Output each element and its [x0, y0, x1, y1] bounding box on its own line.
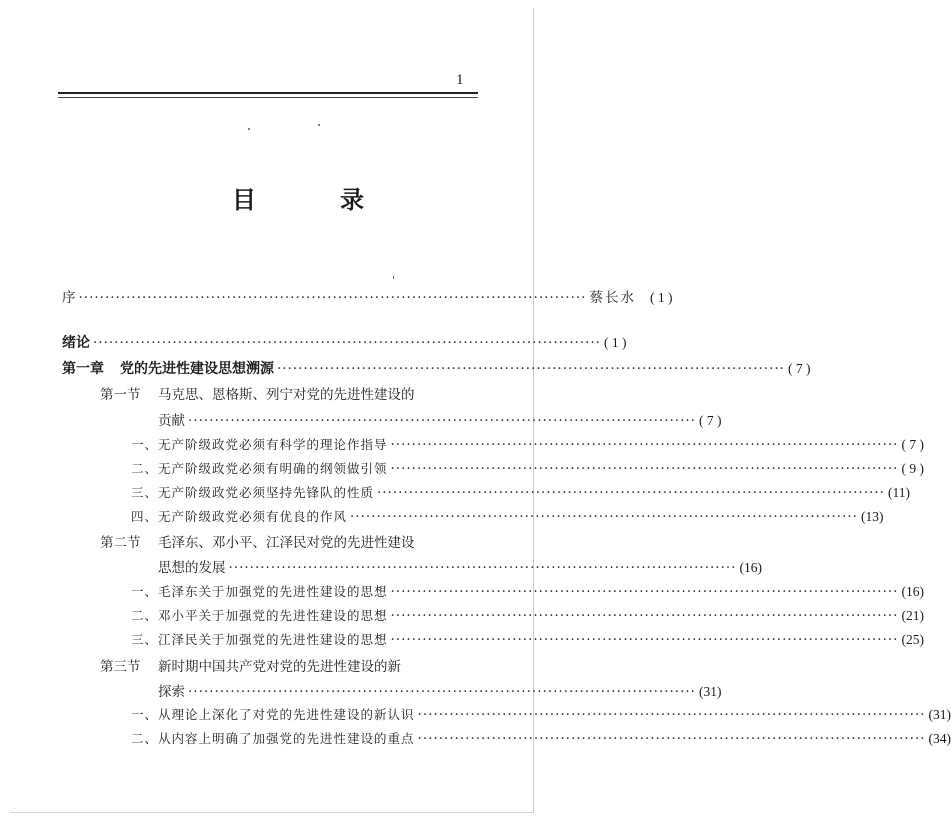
toc-entry-page: ( 1 ): [603, 335, 627, 350]
section-title: 新时期中国共产党对党的先进性建设的新: [158, 659, 401, 675]
toc-entry-label: 一、毛泽东关于加强党的先进性建设的思想: [131, 584, 388, 599]
toc-entry-item[interactable]: [131, 507, 884, 525]
toc-entry-page: ( 1 ): [649, 290, 673, 305]
toc-entry-label: 序: [62, 290, 76, 306]
toc-entry-page: (16): [739, 560, 762, 575]
section-title: 马克思、恩格斯、列宁对党的先进性建设的: [158, 387, 415, 403]
header-rule-thick: [58, 92, 478, 94]
toc-entry-page: (16): [901, 584, 924, 599]
toc-entry-page: (25): [901, 632, 924, 647]
toc-entry-page: (13): [860, 509, 884, 524]
leader-dots: ································································································: [417, 707, 926, 723]
preface-author: 蔡长水: [589, 290, 636, 306]
toc-entry-label: 一、无产阶级政党必须有科学的理论作指导: [131, 437, 388, 452]
toc-entry-preface[interactable]: [62, 286, 673, 306]
section-number: 第三节: [100, 659, 141, 675]
toc-entry-item[interactable]: [131, 483, 910, 501]
toc-entry-section-1-line1[interactable]: [100, 383, 415, 403]
page-edge-bottom: [10, 812, 534, 813]
toc-entry-section-1-line2[interactable]: [158, 409, 722, 429]
toc-entry-label: 三、无产阶级政党必须坚持先锋队的性质: [131, 485, 375, 500]
leader-dots: ································································································: [188, 684, 696, 700]
toc-entry-page: ( 7 ): [698, 413, 722, 428]
page-number: 1: [456, 72, 464, 88]
toc-entry-section-2-line1[interactable]: [100, 531, 415, 551]
toc-entry-label: 一、从理论上深化了对党的先进性建设的新认识: [131, 707, 415, 722]
toc-title: 目 录: [232, 186, 394, 214]
leader-dots: ································································································: [78, 290, 587, 306]
toc-entry-section-2-line2[interactable]: [158, 556, 762, 576]
toc-entry-section-3-line1[interactable]: [100, 655, 401, 675]
leader-dots: ································································································: [390, 437, 899, 453]
scan-speck: [318, 124, 320, 126]
toc-entry-page: ( 7 ): [787, 361, 811, 376]
section-title-cont: 思想的发展: [158, 560, 226, 576]
section-title: 毛泽东、邓小平、江泽民对党的先进性建设: [158, 535, 415, 551]
toc-entry-page: (21): [901, 608, 924, 623]
toc-entry-page: (11): [887, 485, 910, 500]
toc-entry-label: 三、江泽民关于加强党的先进性建设的思想: [131, 632, 388, 647]
toc-entry-label: 二、无产阶级政党必须有明确的纲领做引领: [131, 461, 388, 476]
leader-dots: ································································································: [188, 413, 696, 429]
scan-speck: [248, 128, 250, 130]
header-rule-thin: [58, 97, 478, 98]
leader-dots: ································································································: [390, 608, 899, 624]
toc-entry-item[interactable]: [131, 459, 924, 477]
leader-dots: ································································································: [390, 584, 899, 600]
leader-dots: ································································································: [277, 361, 785, 377]
toc-entry-page: ( 7 ): [901, 437, 924, 452]
toc-entry-chapter-1[interactable]: [62, 358, 811, 378]
toc-entry-page: ( 9 ): [901, 461, 924, 476]
leader-dots: ································································································: [93, 335, 601, 351]
leader-dots: ································································································: [350, 509, 858, 525]
toc-entry-page: (34): [928, 731, 951, 746]
chapter-title: 党的先进性建设思想溯源: [120, 361, 274, 377]
toc-entry-page: (31): [928, 707, 951, 722]
toc-entry-label: 二、邓小平关于加强党的先进性建设的思想: [131, 608, 388, 623]
toc-entry-item[interactable]: [131, 705, 951, 723]
leader-dots: ································································································: [417, 731, 926, 747]
toc-entry-label: 二、从内容上明确了加强党的先进性建设的重点: [131, 731, 415, 746]
leader-dots: ································································································: [228, 560, 737, 576]
scan-speck: [393, 276, 394, 279]
toc-entry-label: [62, 358, 274, 378]
toc-entry-item[interactable]: [131, 582, 924, 600]
leader-dots: ································································································: [390, 632, 899, 648]
toc-entry-item[interactable]: [131, 630, 924, 648]
toc-entry-page: (31): [698, 684, 722, 699]
toc-entry-item[interactable]: [131, 729, 951, 747]
leader-dots: ································································································: [390, 461, 899, 477]
toc-entry-item[interactable]: [131, 606, 924, 624]
section-title-cont: 探索: [158, 684, 185, 700]
toc-entry-label: 四、无产阶级政党必须有优良的作风: [131, 509, 348, 524]
section-number: 第一节: [100, 387, 141, 403]
chapter-number: 第一章: [62, 361, 104, 377]
toc-entry-item[interactable]: [131, 435, 924, 453]
section-number: 第二节: [100, 535, 141, 551]
toc-entry-label: 绪论: [62, 335, 90, 351]
leader-dots: ································································································: [377, 485, 885, 501]
toc-entry-section-3-line2[interactable]: [158, 680, 722, 700]
section-title-cont: 贡献: [158, 413, 185, 429]
toc-entry-introduction[interactable]: [62, 332, 627, 352]
